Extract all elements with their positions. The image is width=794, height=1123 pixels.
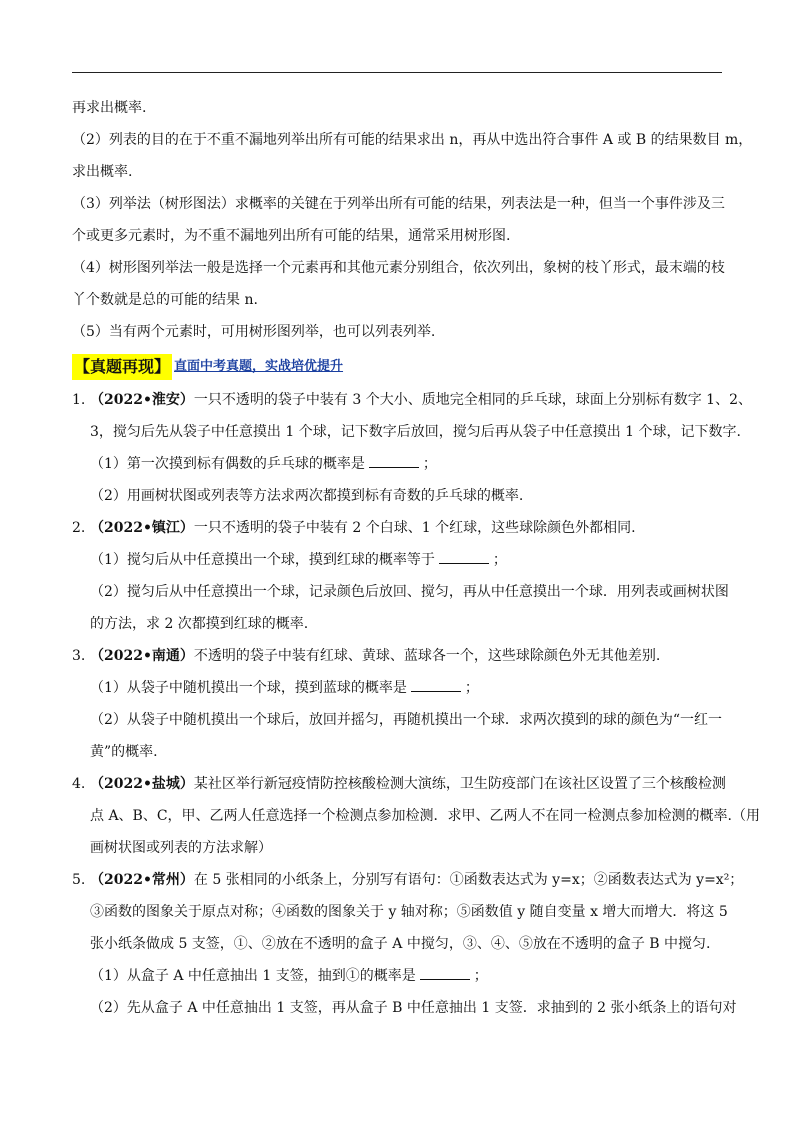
part-text: （1）搅匀后从中任意摸出一个球，摸到红球的概率等于 (90, 552, 435, 568)
question-text-line: 画树状图或列表的方法求解） (90, 840, 272, 856)
question-text: 一只不透明的袋子中装有 3 个大小、质地完全相同的乒乓球，球面上分别标有数字 1、2、 (193, 392, 752, 408)
section-subtitle-link[interactable]: 直面中考真题，实战培优提升 (174, 359, 344, 374)
part-end: ； (473, 968, 488, 984)
intro-line: （5）当有两个元素时，可用树形图列举，也可以列表列举. (72, 324, 436, 340)
intro-line: 丫个数就是总的可能的结果 n. (72, 292, 258, 308)
question-4 (72, 768, 726, 800)
part-text: （1）第一次摸到标有偶数的乒乓球的概率是 (90, 456, 365, 472)
part-end: ； (492, 552, 507, 568)
question-text: 一只不透明的袋子中装有 2 个白球、1 个红球，这些球除颜色外都相同. (193, 520, 636, 536)
section-title-highlight: 【真题再现】 (72, 354, 172, 380)
answer-blank[interactable] (439, 549, 489, 564)
question-number: 3. (72, 648, 86, 664)
question-source: （2022•淮安） (90, 392, 194, 408)
part-end: ； (464, 680, 479, 696)
question-source: （2022•镇江） (90, 520, 194, 536)
question-part: （2）从袋子中随机摸出一个球后，放回并摇匀，再随机摸出一个球．求两次摸到的球的颜色为“一红一 (90, 712, 723, 728)
document-body (72, 92, 761, 1024)
question-text-line: 3，搅匀后先从袋子中任意摸出 1 个球，记下数字后放回，搅匀后再从袋子中任意摸出 1 个球，记下数字. (90, 424, 741, 440)
intro-line: （2）列表的目的在于不重不漏地列举出所有可能的结果求出 n，再从中选出符合事件 A 或 B 的结果数目 m， (72, 132, 753, 148)
intro-line: （3）列举法（树形图法）求概率的关键在于列举出所有可能的结果，列表法是一种，但当一个事件涉及三 (72, 196, 725, 212)
question-number: 4. (72, 776, 86, 792)
answer-blank[interactable] (420, 965, 470, 980)
intro-line: 求出概率. (72, 164, 133, 180)
section-banner (72, 350, 722, 384)
question-part (72, 448, 722, 480)
question-5 (72, 864, 744, 896)
part-text: （1）从盒子 A 中任意抽出 1 支签，抽到①的概率是 (90, 968, 416, 984)
question-number: 5. (72, 872, 86, 888)
question-source: （2022•盐城） (90, 776, 194, 792)
answer-blank[interactable] (411, 677, 461, 692)
intro-line: 个或更多元素时，为不重不漏地列出所有可能的结果，通常采用树形图. (72, 228, 511, 244)
part-text: （1）从袋子中随机摸出一个球，摸到蓝球的概率是 (90, 680, 407, 696)
question-text: 不透明的袋子中装有红球、黄球、蓝球各一个，这些球除颜色外无其他差别. (193, 648, 661, 664)
question-part-cont: 黄”的概率. (90, 744, 158, 760)
question-part (72, 960, 722, 992)
intro-line: （4）树形图列举法一般是选择一个元素再和其他元素分别组合，依次列出，象树的枝丫形式，最末端的枝 (72, 260, 725, 276)
question-text: 在 5 张相同的小纸条上，分别写有语句：①函数表达式为 y=x；②函数表达式为 y=x²； (193, 872, 744, 888)
question-part: （2）用画树状图或列表等方法求两次都摸到标有奇数的乒乓球的概率. (90, 488, 524, 504)
question-text-line: 点 A、B、C，甲、乙两人任意选择一个检测点参加检测．求甲、乙两人不在同一检测点参加检测的概率.（用 (90, 808, 761, 824)
question-text: 某社区举行新冠疫情防控核酸检测大演练，卫生防疫部门在该社区设置了三个核酸检测 (193, 776, 726, 792)
question-text-line: 张小纸条做成 5 支签，①、②放在不透明的盒子 A 中搅匀，③、④、⑤放在不透明的盒子 B 中搅匀. (90, 936, 711, 952)
intro-line: 再求出概率. (72, 100, 147, 116)
question-2 (72, 512, 722, 544)
question-part: （2）先从盒子 A 中任意抽出 1 支签，再从盒子 B 中任意抽出 1 支签．求抽到的 2 张小纸条上的语句对 (90, 1000, 737, 1016)
answer-blank[interactable] (369, 453, 419, 468)
question-text-line: ③函数的图象关于原点对称；④函数的图象关于 y 轴对称；⑤函数值 y 随自变量 x 增大而增大．将这 5 (90, 904, 728, 920)
question-3 (72, 640, 722, 672)
question-number: 1. (72, 392, 86, 408)
question-part-cont: 的方法，求 2 次都摸到红球的概率. (90, 616, 309, 632)
question-1 (72, 384, 752, 416)
question-part (72, 672, 722, 704)
question-part (72, 544, 722, 576)
question-source: （2022•常州） (90, 872, 194, 888)
question-part: （2）搅匀后从中任意摸出一个球，记录颜色后放回、搅匀，再从中任意摸出一个球．用列表或画树状图 (90, 584, 729, 600)
question-source: （2022•南通） (90, 648, 194, 664)
question-number: 2. (72, 520, 86, 536)
part-end: ； (422, 456, 437, 472)
header-rule (72, 72, 722, 73)
